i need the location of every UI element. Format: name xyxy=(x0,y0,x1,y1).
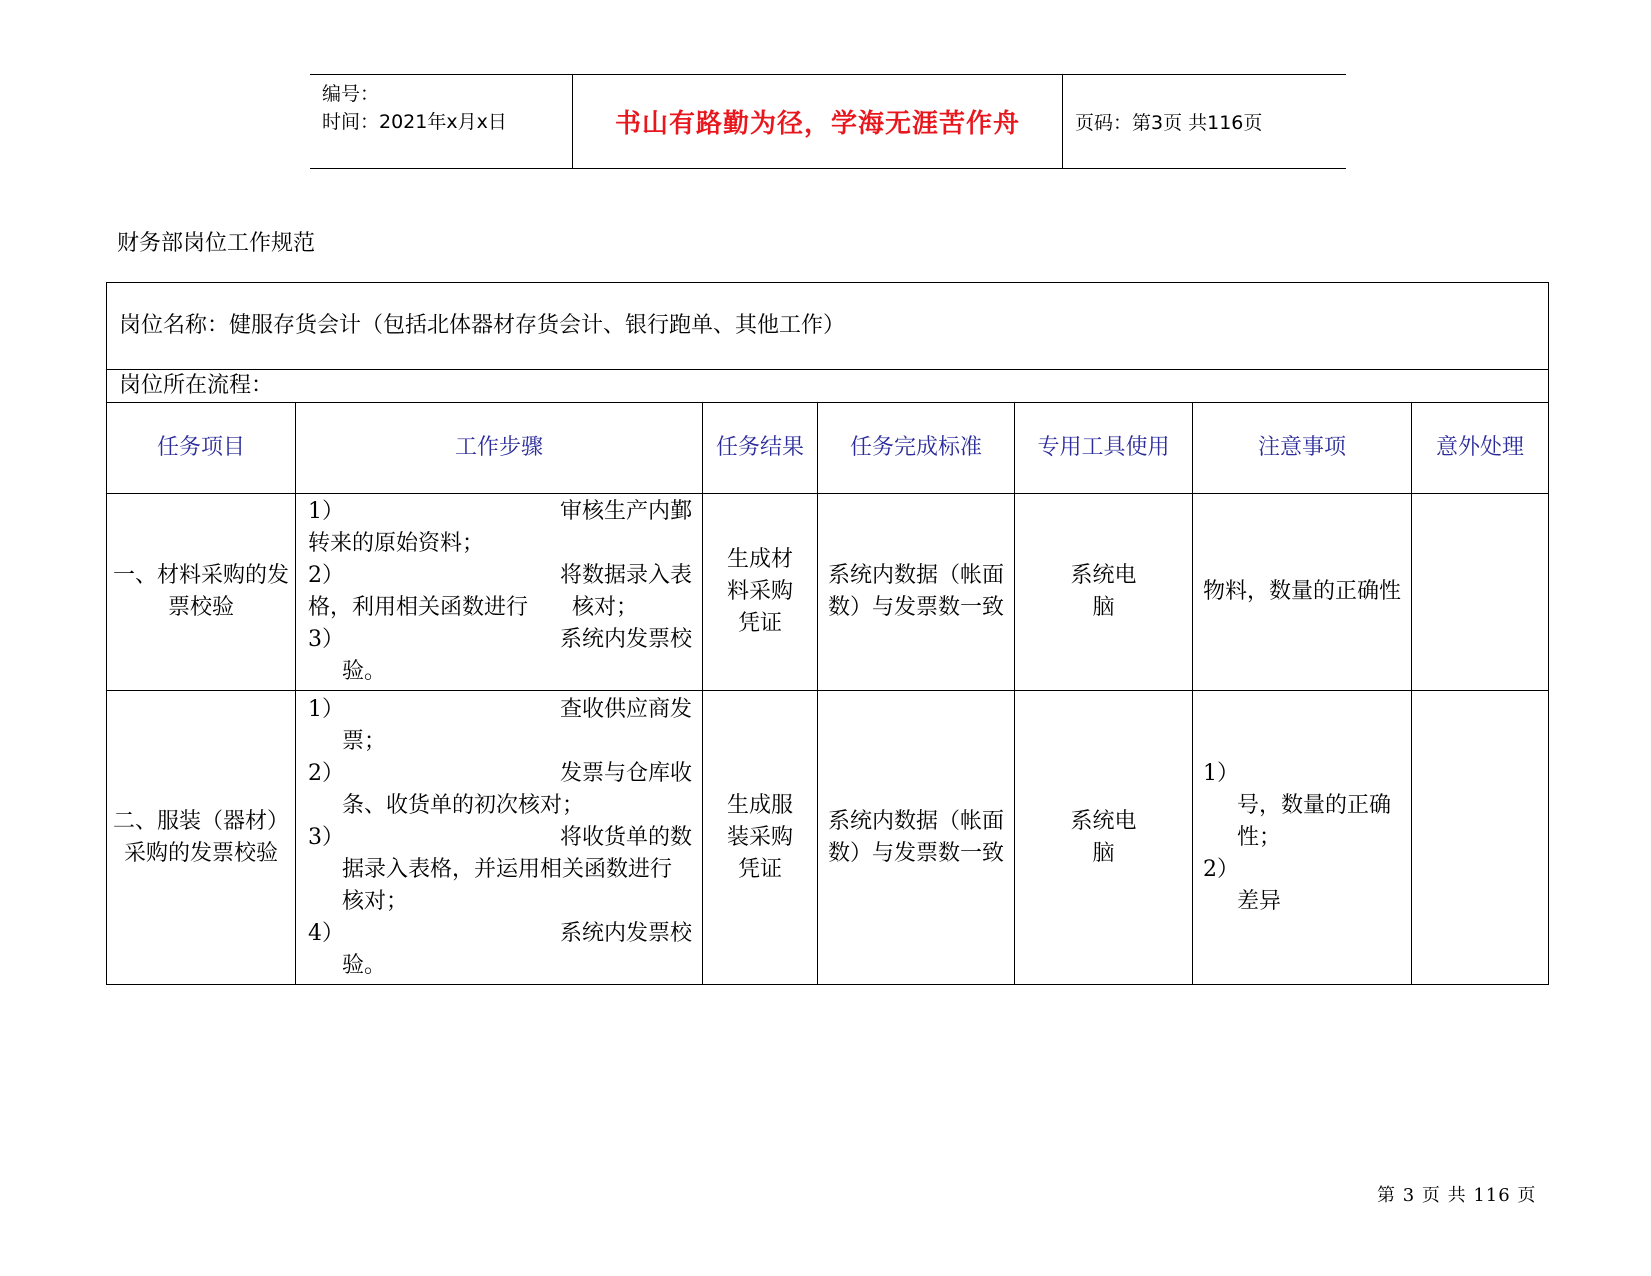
task-notes xyxy=(1193,691,1412,985)
header-meta xyxy=(310,75,573,168)
table-row xyxy=(107,691,1549,985)
step-text-cont: 转来的原始资料； xyxy=(308,531,485,556)
document-title: 财务部岗位工作规范 xyxy=(117,231,316,256)
step-item xyxy=(308,496,692,560)
step-text-cont: 验。 xyxy=(342,659,387,684)
step-number: 3） xyxy=(308,627,344,652)
note-number: 1） xyxy=(1203,760,1239,786)
page-footer: 第 3 页 共 116 页 xyxy=(1377,1185,1537,1206)
step-text: 将收货单的数 xyxy=(559,824,692,850)
position-name: 岗位名称：健服存货会计（包括北体器材存货会计、银行跑单、其他工作） xyxy=(107,283,1549,370)
col-tool: 专用工具使用 xyxy=(1015,403,1193,494)
task-exception xyxy=(1412,494,1549,691)
step-item xyxy=(308,758,692,822)
work-steps xyxy=(296,691,703,985)
task-result: 生成服装采购凭证 xyxy=(703,691,818,985)
task-result: 生成材料采购凭证 xyxy=(703,494,818,691)
step-text-cont: 条、收货单的初次核对； xyxy=(342,792,585,818)
step-number: 2） xyxy=(308,563,344,588)
header-motto xyxy=(573,75,1063,168)
step-number: 1） xyxy=(308,499,344,524)
position-flow-row xyxy=(107,370,1549,403)
note-number: 2） xyxy=(1203,856,1239,882)
task-tool: 系统电脑 xyxy=(1015,691,1193,985)
step-item xyxy=(308,694,692,758)
step-text-cont: 验。 xyxy=(342,952,387,978)
table-row xyxy=(107,494,1549,691)
task-standard: 系统内数据（帐面数）与发票数一致 xyxy=(818,691,1015,985)
step-number: 1） xyxy=(308,696,344,722)
job-spec-table xyxy=(106,282,1549,985)
step-text: 系统内发票校 xyxy=(559,627,692,652)
step-item xyxy=(308,560,692,624)
task-name: 一、材料采购的发票校验 xyxy=(107,494,296,691)
position-flow: 岗位所在流程： xyxy=(107,370,1549,403)
col-standard: 任务完成标准 xyxy=(818,403,1015,494)
motto-text: 书山有路勤为径，学海无涯苦作舟 xyxy=(614,109,1020,139)
step-number: 2） xyxy=(308,760,344,786)
note-text: 差异 xyxy=(1237,888,1282,914)
time-label: 时间：2021年x月x日 xyxy=(322,111,507,133)
step-text-cont: 格，利用相关函数进行 核对； xyxy=(308,595,639,620)
step-text-cont: 票； xyxy=(342,728,387,754)
step-text-cont: 据录入表格，并运用相关函数进行核对； xyxy=(342,856,673,914)
note-text: 号，数量的正确性； xyxy=(1237,792,1392,850)
work-steps xyxy=(296,494,703,691)
page-info-text: 页码：第3页 共116页 xyxy=(1075,112,1263,134)
col-notes: 注意事项 xyxy=(1193,403,1412,494)
task-tool: 系统电脑 xyxy=(1015,494,1193,691)
step-item xyxy=(308,822,692,918)
step-number: 3） xyxy=(308,824,344,850)
step-text: 系统内发票校 xyxy=(559,920,692,946)
step-item xyxy=(308,918,692,982)
number-label: 编号： xyxy=(322,83,380,105)
step-text: 审核生产内鄞 xyxy=(559,499,692,524)
header-page-info xyxy=(1063,75,1346,168)
step-text: 查收供应商发 xyxy=(559,696,692,722)
task-standard: 系统内数据（帐面数）与发票数一致 xyxy=(818,494,1015,691)
page-header xyxy=(310,74,1346,169)
task-notes: 物料，数量的正确性 xyxy=(1193,494,1412,691)
step-text: 发票与仓库收 xyxy=(559,760,692,786)
task-exception xyxy=(1412,691,1549,985)
step-item xyxy=(308,624,692,688)
col-exception: 意外处理 xyxy=(1412,403,1549,494)
task-name: 二、服装（器材）采购的发票校验 xyxy=(107,691,296,985)
col-result: 任务结果 xyxy=(703,403,818,494)
step-number: 4） xyxy=(308,920,344,946)
position-name-row xyxy=(107,283,1549,370)
step-text: 将数据录入表 xyxy=(559,563,692,588)
col-task: 任务项目 xyxy=(107,403,296,494)
col-steps: 工作步骤 xyxy=(296,403,703,494)
column-header-row xyxy=(107,403,1549,494)
